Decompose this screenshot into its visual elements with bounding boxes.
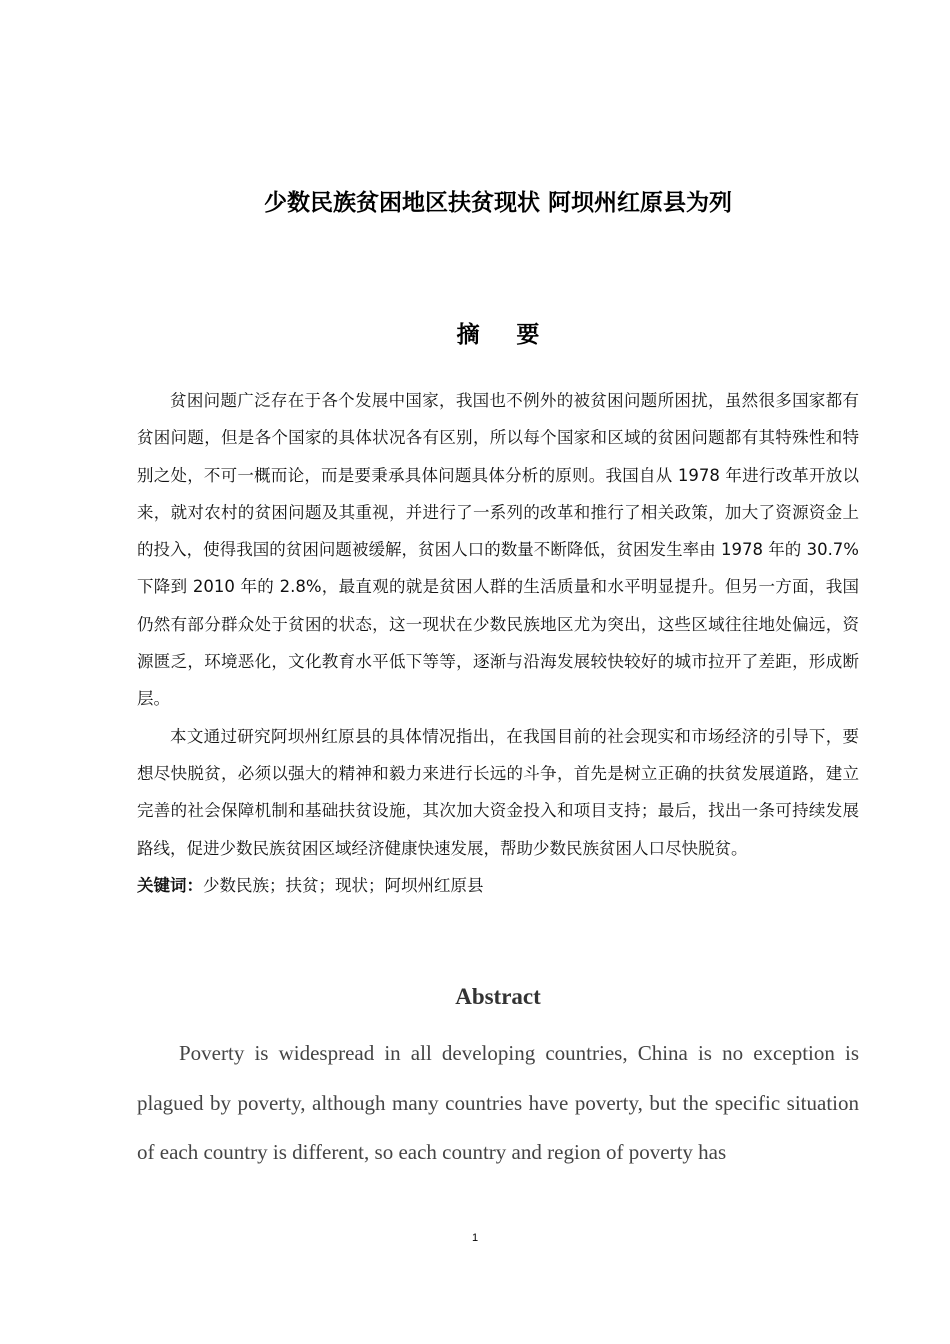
keywords-label: 关键词： — [137, 875, 203, 895]
keywords-line — [137, 867, 859, 904]
abstract-body-en — [137, 1029, 859, 1178]
page-number: 1 — [471, 1232, 479, 1244]
document-title: 少数民族贫困地区扶贫现状 阿坝州红原县为列 — [263, 190, 732, 216]
abstract-paragraph-en: Poverty is widespread in all developing countries, China is no exception is plagued by poverty, although many countries have poverty, but the specific situation of each country is different, so each country and region of poverty has — [137, 1041, 859, 1165]
abstract-heading-en: Abstract — [455, 984, 541, 1009]
abstract-body-cn — [137, 382, 859, 904]
abstract-paragraph-cn-1: 贫困问题广泛存在于各个发展中国家，我国也不例外的被贫困问题所困扰，虽然很多国家都有贫困问题，但是各个国家的具体状况各有区别，所以每个国家和区域的贫困问题都有其特殊性和特别之处，不可一概而论，而是要秉承具体问题具体分析的原则。我国自从 1978 年进行改革开放以来，就对农村的贫困问题及其重视，并进行了一系列的改革和推行了相关政策，加大了资源资金上的投入，使得我国的贫困问题被缓解，贫困人口的数量不断降低，贫困发生率由 1978 年的 30.7%下降到 2010 年的 2.8%，最直观的就是贫困人群的生活质量和水平明显提升。但另一方面，我国仍然有部分群众处于贫困的状态，这一现状在少数民族地区尤为突出，这些区域往往地处偏远，资源匮乏，环境恶化，文化教育水平低下等等，逐渐与沿海发展较快较好的城市拉开了差距，形成断层。 — [137, 391, 859, 709]
keywords-text: 少数民族；扶贫；现状；阿坝州红原县 — [203, 875, 484, 895]
abstract-paragraph-cn-2: 本文通过研究阿坝州红原县的具体情况指出，在我国目前的社会现实和市场经济的引导下，要想尽快脱贫，必须以强大的精神和毅力来进行长远的斗争，首先是树立正确的扶贫发展道路，建立完善的社会保障机制和基础扶贫设施，其次加大资金投入和项目支持；最后，找出一条可持续发展路线，促进少数民族贫困区域经济健康快速发展，帮助少数民族贫困人口尽快脱贫。 — [137, 726, 859, 858]
abstract-heading-cn: 摘要 — [456, 322, 577, 348]
